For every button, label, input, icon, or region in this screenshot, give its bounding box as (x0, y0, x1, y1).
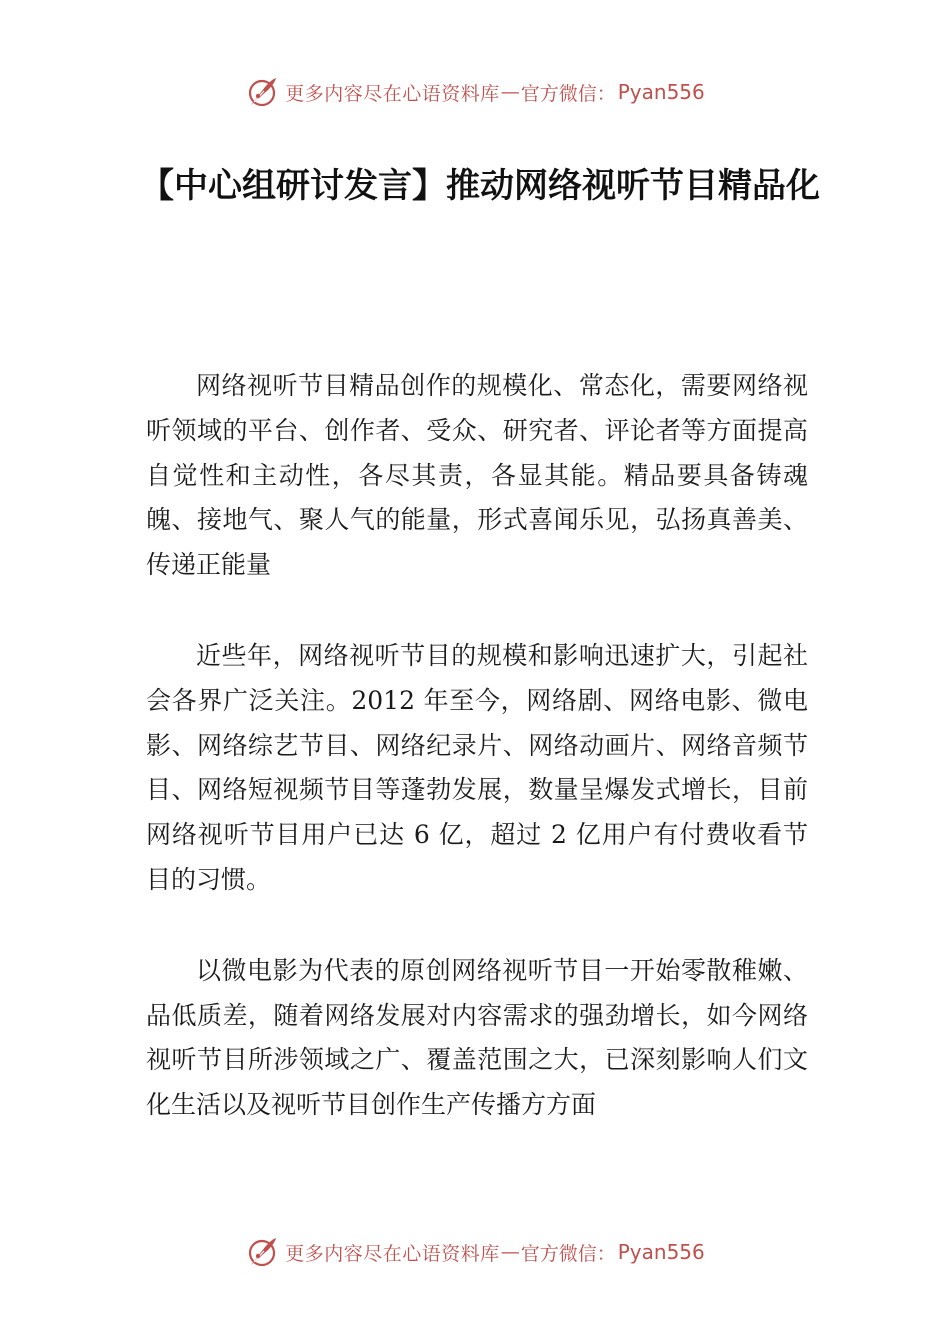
quill-pen-icon (245, 75, 279, 109)
paragraph-1: 网络视听节目精品创作的规模化、常态化，需要网络视听领域的平台、创作者、受众、研究者、评论者等方面提高自觉性和主动性，各尽其责，各显其能。精品要具备铸魂魄、接地气、聚人气的能量，形式喜闻乐见，弘扬真善美、传递正能量 (146, 371, 808, 580)
banner-separator: — (500, 1241, 520, 1263)
banner-text: 更多内容尽在心语资料库 (285, 82, 500, 105)
wechat-label: 官方微信： (520, 1242, 616, 1265)
wechat-id: Pyan556 (617, 80, 705, 104)
footer-banner (0, 1232, 950, 1272)
wechat-id: Pyan556 (617, 1240, 705, 1264)
document-body (146, 364, 808, 1174)
quill-pen-icon (245, 1235, 279, 1269)
paragraph-2: 近些年，网络视听节目的规模和影响迅速扩大，引起社会各界广泛关注。2012 年至今，网络剧、网络电影、微电影、网络综艺节目、网络纪录片、网络动画片、网络音频节目、网络短视频节目等蓬勃发展，数量呈爆发式增长，目前网络视听节目用户已达 6 亿，超过 2 亿用户有付费收看节目的习惯。 (146, 640, 808, 894)
header-banner (0, 72, 950, 112)
wechat-label: 官方微信： (520, 82, 616, 105)
paragraph-3: 以微电影为代表的原创网络视听节目一开始零散稚嫩、品低质差，随着网络发展对内容需求的强劲增长，如今网络视听节目所涉领域之广、覆盖范围之大，已深刻影响人们文化生活以及视听节目创作生产传播方方面 (146, 955, 808, 1120)
document-title: 【中心组研讨发言】推动网络视听节目精品化 (140, 166, 820, 206)
banner-separator: — (500, 81, 520, 103)
banner-text: 更多内容尽在心语资料库 (285, 1242, 500, 1265)
